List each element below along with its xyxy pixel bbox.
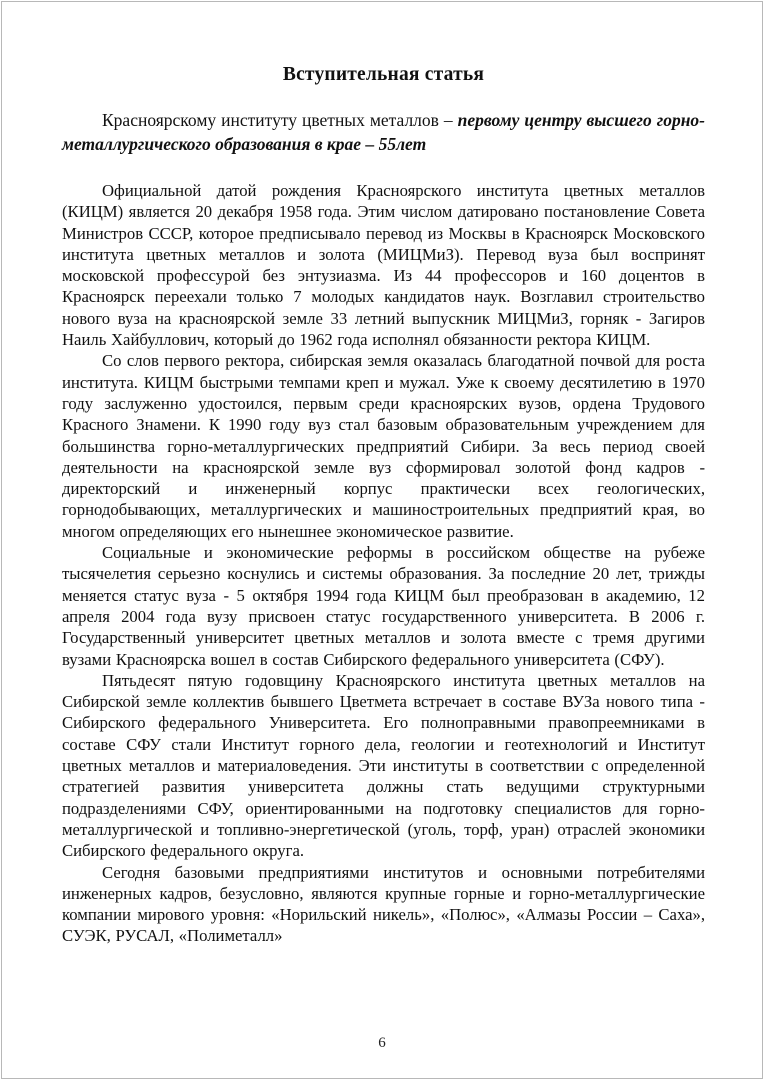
- page-number: 6: [378, 1035, 386, 1051]
- paragraph-status-changes: Социальные и экономические реформы в российском обществе на рубеже тысячелетия серьезно коснулись и системы образования. За последние 20 лет, трижды меняется статус вуза - 5 октября 1994 года КИЦМ был преобразован в академию, 12 апреля 2004 года вузу присвоен статус государственного университета. В 2006 г. Государственный университет цветных металлов и золота вместе с тремя другими вузами Красноярска вошел в состав Сибирского федерального университета (СФУ).: [62, 543, 705, 669]
- article-title: Вступительная статья: [282, 64, 485, 85]
- document-page: [1, 1, 763, 1079]
- subtitle-plain-text: Красноярскому институту цветных металлов –: [102, 110, 458, 130]
- paragraph-institute-growth: Со слов первого ректора, сибирская земля оказалась благодатной почвой для роста института. КИЦМ быстрыми темпами креп и мужал. Уже к своему десятилетию в 1970 году заслуженно удостоился, первым среди красноярских вузов, ордена Трудового Красного Знамени. К 1990 году вуз стал базовым образовательным учреждением для большинства горно-металлургических предприятий Сибири. За весь период своей деятельности на красноярской земле вуз сформировал золотой фонд кадров - директорский и инженерный корпус практически всех геологических, горнодобывающих, металлургических и машиностроительных предприятий края, во многом определяющих его нынешнее экономическое развитие.: [62, 351, 705, 541]
- article-subtitle: [62, 108, 705, 156]
- paragraph-founding-history: Официальной датой рождения Красноярского института цветных металлов (КИЦМ) является 20 декабря 1958 года. Этим числом датировано постановление Совета Министров СССР, которое предписывало перевод из Москвы в Красноярск Московского института цветных металлов и золота (МИЦМиЗ). Перевод вуза был воспринят московской профессурой без энтузиазма. Из 44 профессоров и 160 доцентов в Красноярск переехали только 7 молодых кандидатов наук. Возглавил строительство нового вуза на красноярской земле 33 летний выпускник МИЦМиЗ, горняк - Загиров Наиль Хайбуллович, который до 1962 года исполнял обязанности ректора КИЦМ.: [62, 181, 705, 350]
- subtitle-emphasis-text: первому центру высшего горно-металлургического образования в крае – 55лет: [62, 110, 705, 154]
- paragraph-partner-companies: Сегодня базовыми предприятиями институтов и основными потребителями инженерных кадров, безусловно, являются крупные горные и горно-металлургические компании мирового уровня: «Норильский никель», «Полюс», «Алмазы России – Саха», СУЭК, РУСАЛ, «Полиметалл»: [62, 862, 705, 946]
- paragraph-anniversary-sfu: Пятьдесят пятую годовщину Красноярского института цветных металлов на Сибирской земле коллектив бывшего Цветмета встречает в составе ВУЗа нового типа - Сибирского федерального Университета. Его полноправными правопреемниками в составе СФУ стали Институт горного дела, геологии и геотехнологий и Институт цветных металлов и материаловедения. Эти институты в соответствии с определенной стратегией развития университета должны стать ведущими структурными подразделениями СФУ, ориентированными на подготовку специалистов для горно-металлургической и топливно-энергетической (уголь, торф, уран) отраслей экономики Сибирского федерального округа.: [62, 670, 705, 861]
- page-content: [2, 2, 762, 947]
